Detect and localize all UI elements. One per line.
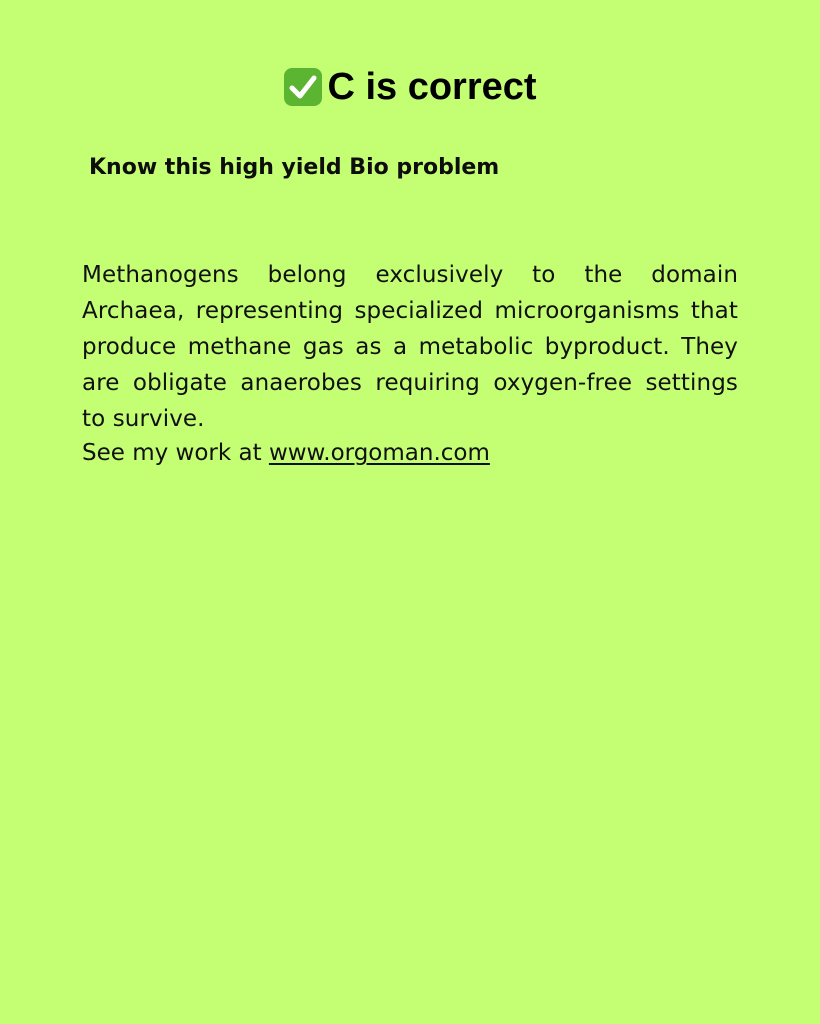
subtitle: Know this high yield Bio problem xyxy=(89,155,500,180)
orgoman-link[interactable]: www.orgoman.com xyxy=(268,440,490,466)
check-mark-icon xyxy=(283,67,323,107)
see-my-work-prefix: See my work at xyxy=(82,440,269,466)
title-text: C is correct xyxy=(327,66,537,108)
page-title xyxy=(0,62,820,112)
see-my-work-line xyxy=(82,435,738,471)
check-mark-icon-background xyxy=(284,68,322,106)
body-paragraph: Methanogens belong exclusively to the domain Archaea, representing specialized microorganisms that produce methane gas as a metabolic byproduct. They are obligate anaerobes requiring oxygen-free settings to survive. xyxy=(82,262,738,432)
